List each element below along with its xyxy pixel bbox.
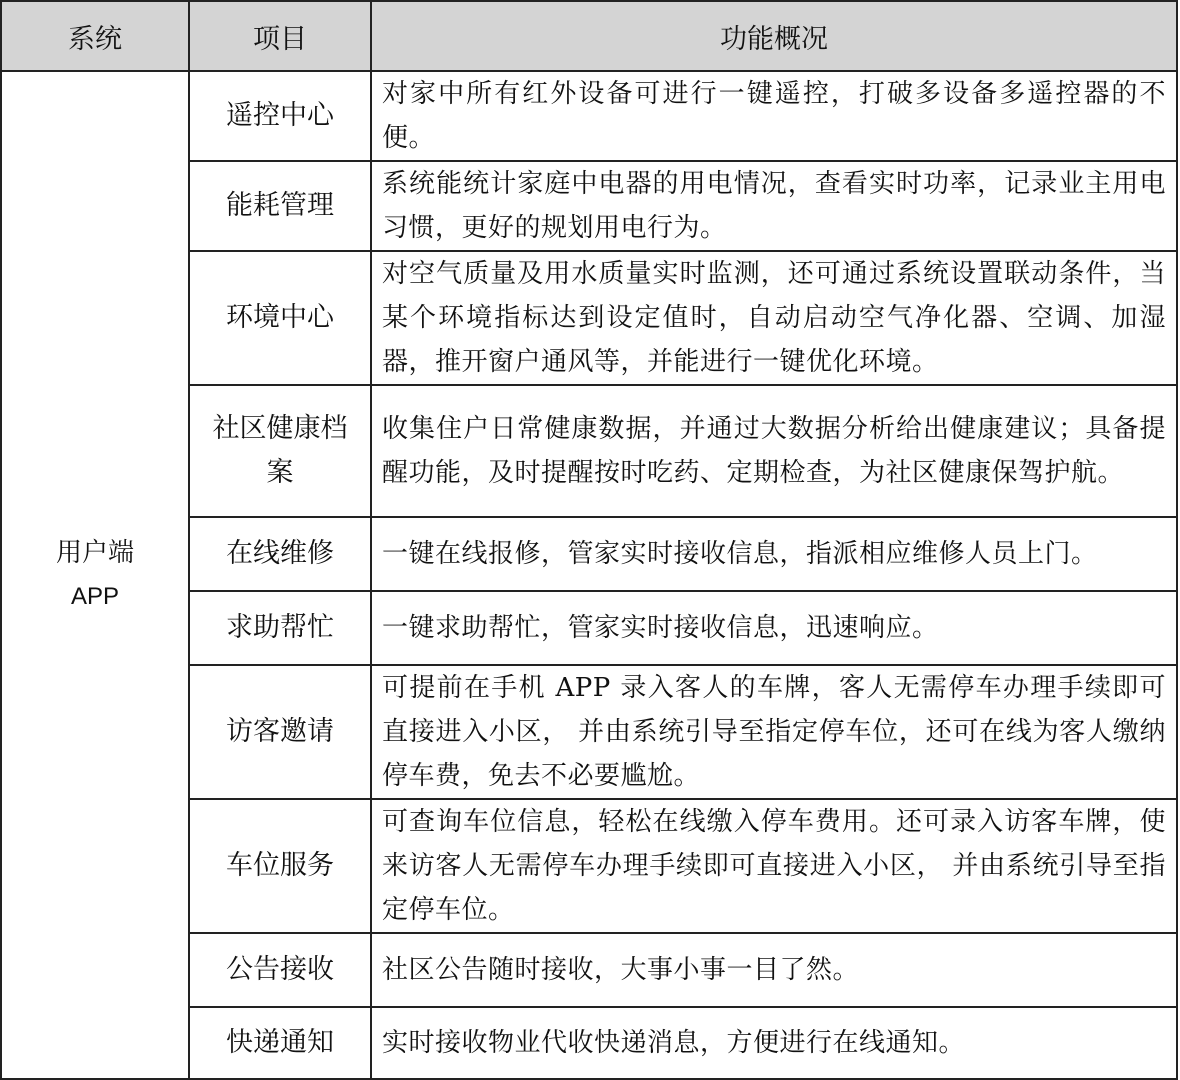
desc-cell: 对家中所有红外设备可进行一键遥控，打破多设备多遥控器的不便。 (371, 71, 1177, 161)
table-row (1, 71, 1177, 161)
desc-cell: 系统能统计家庭中电器的用电情况，查看实时功率，记录业主用电习惯，更好的规划用电行为。 (371, 161, 1177, 251)
desc-cell: 一键求助帮忙，管家实时接收信息，迅速响应。 (371, 591, 1177, 665)
system-name: 用户端 (55, 538, 134, 568)
desc-cell: 实时接收物业代收快递消息，方便进行在线通知。 (371, 1007, 1177, 1079)
item-cell: 公告接收 (189, 933, 371, 1007)
item-cell: 在线维修 (189, 517, 371, 591)
item-cell: 求助帮忙 (189, 591, 371, 665)
item-cell: 能耗管理 (189, 161, 371, 251)
desc-cell: 对空气质量及用水质量实时监测，还可通过系统设置联动条件，当某个环境指标达到设定值时，自动启动空气净化器、空调、加湿器，推开窗户通风等，并能进行一键优化环境。 (371, 251, 1177, 385)
system-cell (1, 71, 189, 1079)
desc-cell: 可查询车位信息，轻松在线缴入停车费用。还可录入访客车牌，使来访客人无需停车办理手续即可直接进入小区， 并由系统引导至指定停车位。 (371, 799, 1177, 933)
system-app-label: APP (70, 583, 120, 610)
header-item: 项目 (189, 1, 371, 71)
header-overview: 功能概况 (371, 1, 1177, 71)
desc-cell: 可提前在手机 APP 录入客人的车牌，客人无需停车办理手续即可直接进入小区， 并由系统引导至指定停车位，还可在线为客人缴纳停车费，免去不必要尴尬。 (371, 665, 1177, 799)
item-cell: 社区健康档案 (189, 385, 371, 517)
desc-cell: 收集住户日常健康数据，并通过大数据分析给出健康建议；具备提醒功能，及时提醒按时吃药、定期检查，为社区健康保驾护航。 (371, 385, 1177, 517)
item-cell: 遥控中心 (189, 71, 371, 161)
header-row (1, 1, 1177, 71)
desc-cell: 社区公告随时接收，大事小事一目了然。 (371, 933, 1177, 1007)
item-cell: 快递通知 (189, 1007, 371, 1079)
item-cell: 环境中心 (189, 251, 371, 385)
item-cell: 访客邀请 (189, 665, 371, 799)
desc-cell: 一键在线报修，管家实时接收信息，指派相应维修人员上门。 (371, 517, 1177, 591)
item-cell: 车位服务 (189, 799, 371, 933)
header-system: 系统 (1, 1, 189, 71)
